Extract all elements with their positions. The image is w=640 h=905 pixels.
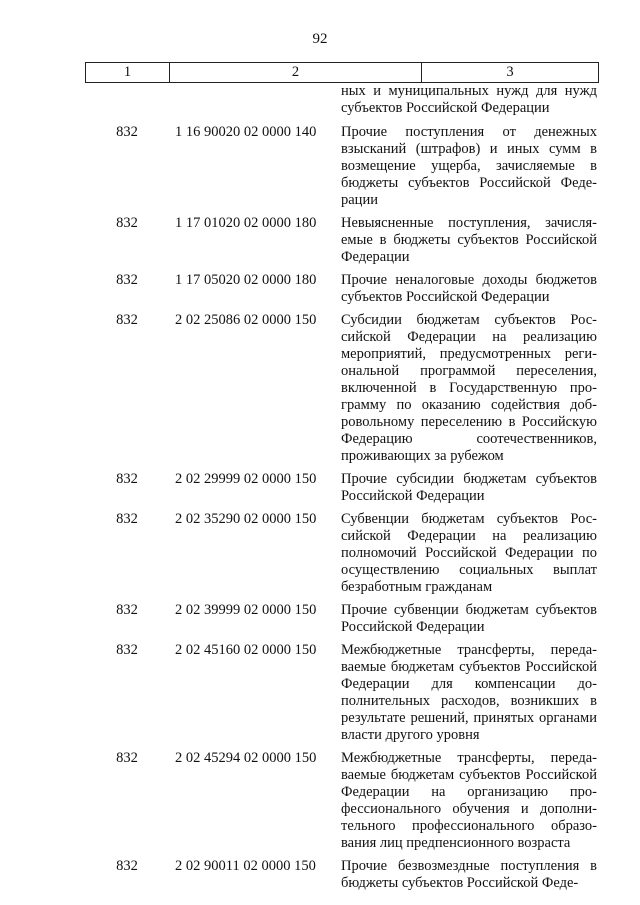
- table-row: [85, 471, 599, 505]
- kbk-code: 2 02 45294 02 0000 150: [175, 750, 317, 766]
- admin-code: 832: [116, 602, 138, 618]
- table-row: [85, 312, 599, 465]
- table-row: [85, 858, 599, 892]
- kbk-code: 2 02 45160 02 0000 150: [175, 642, 317, 658]
- page-number: 92: [312, 31, 328, 47]
- admin-code: 832: [116, 124, 138, 140]
- admin-code: 832: [116, 858, 138, 874]
- admin-code: 832: [116, 750, 138, 766]
- header-col-1: 1: [86, 63, 170, 82]
- kbk-code: 1 16 90020 02 0000 140: [175, 124, 317, 140]
- table-row: [85, 602, 599, 636]
- table-row: [85, 642, 599, 744]
- table-row: [85, 124, 599, 209]
- kbk-code: 2 02 35290 02 0000 150: [175, 511, 317, 527]
- admin-code: 832: [116, 511, 138, 527]
- table-row: [85, 511, 599, 596]
- revenue-description: Прочие безвозмездные поступления в бюджеты субъектов Российской Феде-: [341, 858, 597, 891]
- table-row: [85, 215, 599, 266]
- table-row: [85, 272, 599, 306]
- revenue-table: [85, 62, 599, 892]
- kbk-code: 1 17 01020 02 0000 180: [175, 215, 317, 231]
- header-col-2: 2: [170, 63, 422, 82]
- admin-code: 832: [116, 312, 138, 328]
- revenue-description: Межбюджетные трансферты, передаваемые бюджетам субъектов Российской Федерации на организацию профессионального обучения и дополнительного профессионального образования лиц предпенсионного возраста: [341, 750, 597, 851]
- kbk-code: 1 17 05020 02 0000 180: [175, 272, 317, 288]
- revenue-description: Субвенции бюджетам субъектов Российской Федерации на реализацию полномочий Российской Федерации по осуществлению социальных выплат безработным гражданам: [341, 511, 597, 595]
- revenue-description: Прочие субсидии бюджетам субъектов Российской Федерации: [341, 471, 597, 504]
- revenue-description: Субсидии бюджетам субъектов Российской Федерации на реализацию мероприятий, предусмотренных региональной программой переселения, включенной в Государственную программу по оказанию содействия добровольному переселению в Российскую Федерацию соотечественников, проживающих за рубежом: [341, 312, 597, 464]
- admin-code: 832: [116, 642, 138, 658]
- table-header: [85, 62, 599, 83]
- revenue-description: Прочие субвенции бюджетам субъектов Российской Федерации: [341, 602, 597, 635]
- kbk-code: 2 02 39999 02 0000 150: [175, 602, 317, 618]
- admin-code: 832: [116, 272, 138, 288]
- admin-code: 832: [116, 215, 138, 231]
- revenue-description: Прочие поступления от денежных взысканий (штрафов) и иных сумм в возмещение ущерба, зачисляемые в бюджеты субъектов Российской Федерации: [341, 124, 597, 208]
- revenue-description: Невыясненные поступления, зачисляемые в бюджеты субъектов Российской Федерации: [341, 215, 597, 265]
- admin-code: 832: [116, 471, 138, 487]
- table-row: [85, 750, 599, 852]
- kbk-code: 2 02 25086 02 0000 150: [175, 312, 317, 328]
- continuation-text: ных и муниципальных нужд для нужд субъектов Российской Федерации: [341, 83, 597, 116]
- revenue-description: Межбюджетные трансферты, передаваемые бюджетам субъектов Российской Федерации для компенсации дополнительных расходов, возникших в результате решений, принятых органами власти другого уровня: [341, 642, 597, 743]
- kbk-code: 2 02 29999 02 0000 150: [175, 471, 317, 487]
- header-col-3: 3: [506, 64, 514, 80]
- kbk-code: 2 02 90011 02 0000 150: [175, 858, 316, 874]
- revenue-description: Прочие неналоговые доходы бюджетов субъектов Российской Федерации: [341, 272, 597, 305]
